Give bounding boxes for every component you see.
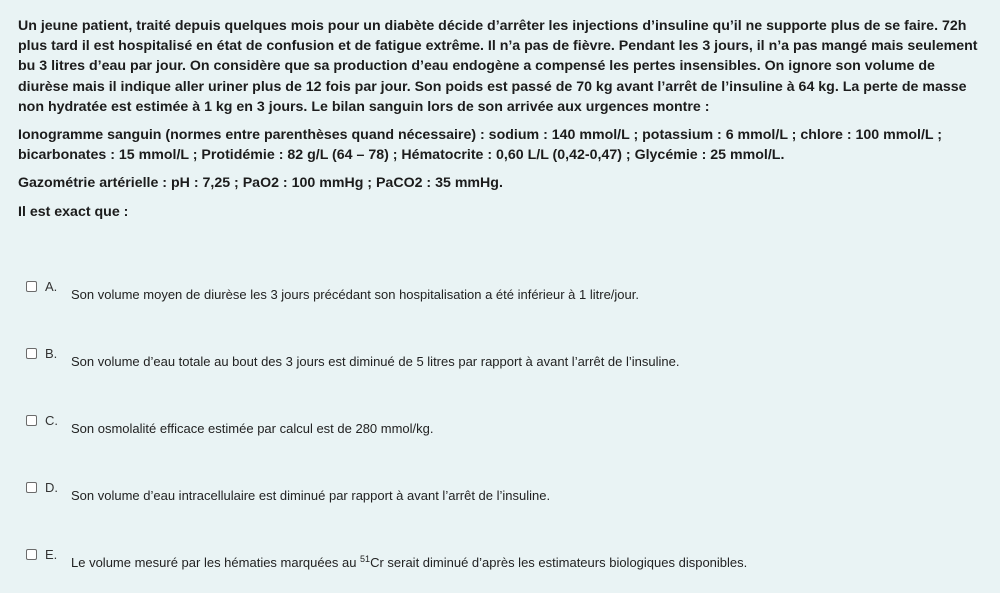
- option-d-checkbox[interactable]: [26, 482, 37, 493]
- option-a-checkbox[interactable]: [26, 281, 37, 292]
- option-a-letter: A.: [45, 279, 58, 294]
- option-b[interactable]: [26, 348, 986, 384]
- question-prompt: Il est exact que :: [18, 203, 129, 220]
- option-d-letter: D.: [45, 480, 58, 495]
- option-e-text: [71, 555, 747, 570]
- option-b-letter: B.: [45, 346, 58, 361]
- option-a[interactable]: [26, 281, 986, 317]
- gasometry-results: Gazométrie artérielle : pH : 7,25 ; PaO2 : 100 mmHg ; PaCO2 : 35 mmHg.: [18, 175, 503, 192]
- option-e-text-before: Le volume mesuré par les hématies marquées au: [71, 555, 361, 570]
- case-description: Un jeune patient, traité depuis quelques mois pour un diabète décide d’arrêter les injections d’insuline qu’il ne supporte plus de se faire. 72h plus tard il est hospitalisé en état de confusion et de fatigue extrême. Il n’a pas de fièvre. Pendant les 3 jours, il n’a pas mangé mais seulement bu 3 litres d’eau par jour. On considère que sa production d’eau endogène a compensé les pertes insensibles. On ignore son volume de diurèse mais il indique aller uriner plus de 12 fois par jour. Son poids est passé de 70 kg avant l’arrêt de l’insuline à 64 kg. La perte de masse non hydratée est estimée à 1 kg en 3 jours. Le bilan sanguin lors de son arrivée aux urgences montre :: [18, 18, 978, 115]
- option-c-text: Son osmolalité efficace estimée par calcul est de 280 mmol/kg.: [71, 421, 434, 436]
- option-e-superscript: 51: [360, 554, 371, 564]
- option-e-checkbox[interactable]: [26, 549, 37, 560]
- option-d[interactable]: [26, 482, 986, 518]
- ionogram-results: Ionogramme sanguin (normes entre parenthèses quand nécessaire) : sodium : 140 mmol/L ; potassium : 6 mmol/L ; chlore : 100 mmol/L ; bicarbonates : 15 mmol/L ; Protidémie : 82 g/L (64 – 78) ; Hématocrite : 0,60 L/L (0,42-0,47) ; Glycémie : 25 mmol/L.: [18, 127, 942, 164]
- option-b-text: Son volume d’eau totale au bout des 3 jours est diminué de 5 litres par rapport à avant l’arrêt de l’insuline.: [71, 354, 680, 369]
- option-c-letter: C.: [45, 413, 58, 428]
- option-c-checkbox[interactable]: [26, 415, 37, 426]
- option-c[interactable]: [26, 415, 986, 451]
- option-e[interactable]: [26, 549, 986, 585]
- option-a-text: Son volume moyen de diurèse les 3 jours précédant son hospitalisation a été inférieur à 1 litre/jour.: [71, 287, 639, 302]
- question-stem: [18, 16, 984, 230]
- option-e-letter: E.: [45, 547, 58, 562]
- option-d-text: Son volume d’eau intracellulaire est diminué par rapport à avant l’arrêt de l’insuline.: [71, 488, 551, 503]
- option-e-text-after: Cr serait diminué d’après les estimateurs biologiques disponibles.: [370, 555, 748, 570]
- option-b-checkbox[interactable]: [26, 348, 37, 359]
